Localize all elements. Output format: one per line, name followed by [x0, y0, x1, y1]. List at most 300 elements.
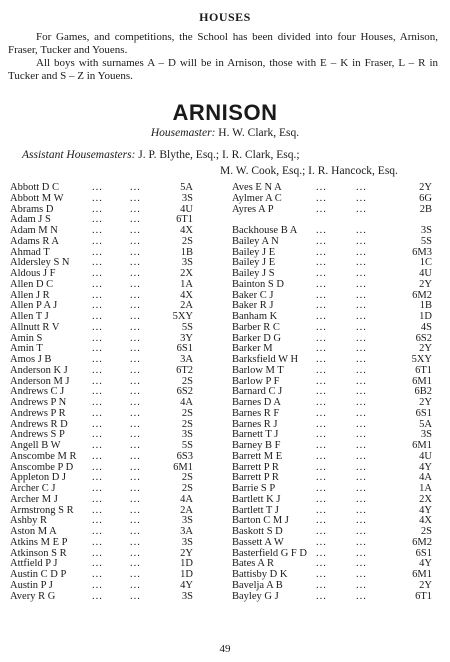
page-number: 49 [219, 643, 231, 655]
form-code: 3S [420, 429, 432, 441]
leader-dots: ... [130, 268, 141, 279]
leader-dots: ... [356, 321, 367, 333]
leader-dots: ... [130, 300, 141, 312]
form-code: 2S [181, 483, 193, 494]
form-code: 4S [420, 321, 432, 333]
leader-dots: ... [130, 461, 141, 473]
leader-dots: ... [92, 483, 103, 494]
student-name: Barnard C J [232, 386, 283, 398]
roster-row [10, 409, 215, 420]
leader-dots: ... [130, 192, 141, 204]
roster-row [232, 323, 436, 334]
leader-dots: ... [130, 225, 141, 236]
form-code: 5S [181, 440, 193, 451]
student-name: Barrett P R [232, 461, 279, 473]
form-code: 2Y [419, 397, 432, 408]
leader-dots: ... [92, 225, 103, 236]
form-code: 4Y [419, 504, 432, 516]
form-code: 1A [419, 483, 432, 494]
student-name: Amin T [10, 343, 43, 355]
intro-paragraph-1: For Games, and competitions, the School has been divided into four Houses, Arnison, Fraser, Tucker and Youens. [8, 31, 438, 56]
form-code: 1C [419, 257, 432, 269]
leader-dots: ... [356, 536, 367, 548]
leader-dots: ... [92, 203, 103, 215]
house-title: ARNISON [172, 100, 278, 125]
form-code: 4U [419, 268, 432, 279]
form-code: 2A [180, 504, 193, 516]
form-code: 3A [180, 354, 193, 365]
student-name: Ayres A P [232, 203, 274, 215]
leader-dots: ... [356, 225, 367, 236]
student-name: Aldersley S N [10, 257, 70, 269]
leader-dots: ... [92, 182, 103, 193]
student-name: Barrett P R [232, 472, 279, 484]
student-name: Andrews C J [10, 386, 65, 398]
leader-dots: ... [356, 235, 367, 247]
form-code: 5XY [172, 311, 193, 322]
form-code: 2S [181, 418, 193, 430]
student-name: Amos J B [10, 354, 52, 365]
form-code: 2S [420, 526, 432, 537]
form-code: 6M1 [412, 569, 432, 580]
leader-dots: ... [92, 493, 103, 505]
leader-dots: ... [92, 504, 103, 516]
leader-dots: ... [316, 579, 327, 591]
leader-dots: ... [356, 569, 367, 580]
form-code: 4A [180, 493, 193, 505]
leader-dots: ... [316, 332, 327, 344]
leader-dots: ... [356, 547, 367, 559]
roster-row [232, 592, 436, 603]
student-name: Adam J S [10, 214, 51, 226]
leader-dots: ... [92, 192, 103, 204]
leader-dots: ... [316, 203, 327, 215]
leader-dots: ... [356, 504, 367, 516]
housemaster-label: Housemaster: [150, 127, 216, 139]
form-code: 2B [419, 203, 432, 215]
student-name: Bayley G J [232, 590, 279, 602]
roster-row [232, 409, 436, 420]
student-name: Anscombe P D [10, 461, 74, 473]
leader-dots: ... [130, 332, 141, 344]
student-name: Aldous J F [10, 268, 56, 279]
assistant-housemasters [22, 147, 442, 179]
form-code: 4A [419, 472, 432, 484]
form-code: 6S2 [176, 386, 193, 398]
leader-dots: ... [92, 235, 103, 247]
leader-dots: ... [130, 504, 141, 516]
leader-dots: ... [130, 590, 141, 602]
leader-dots: ... [92, 257, 103, 269]
form-code: 5XY [411, 354, 432, 365]
leader-dots: ... [316, 418, 327, 430]
student-name: Austin P J [10, 579, 53, 591]
student-name: Barrie S P [232, 483, 276, 494]
leader-dots: ... [356, 364, 367, 376]
leader-dots: ... [92, 590, 103, 602]
leader-dots: ... [92, 418, 103, 430]
student-name: Bavelja A B [232, 579, 283, 591]
form-code: 2Y [419, 278, 432, 290]
student-name: Battisby D K [232, 569, 288, 580]
leader-dots: ... [356, 375, 367, 387]
housemaster [0, 127, 450, 139]
student-name: Baker C J [232, 289, 274, 301]
leader-dots: ... [316, 397, 327, 408]
student-name: Bailey J S [232, 268, 275, 279]
leader-dots: ... [356, 397, 367, 408]
form-code: 4X [180, 289, 193, 301]
leader-dots: ... [316, 192, 327, 204]
form-code: 6M1 [412, 375, 432, 387]
leader-dots: ... [92, 214, 103, 226]
form-code: 4Y [180, 579, 193, 591]
leader-dots: ... [130, 547, 141, 559]
leader-dots: ... [316, 278, 327, 290]
leader-dots: ... [92, 386, 103, 398]
leader-dots: ... [92, 472, 103, 484]
form-code: 1A [180, 278, 193, 290]
student-name: Abbott M W [10, 192, 64, 204]
leader-dots: ... [130, 397, 141, 408]
leader-dots: ... [316, 526, 327, 537]
student-name: Barrett M E [232, 450, 283, 462]
form-code: 2Y [419, 579, 432, 591]
student-name: Bailey A N [232, 235, 279, 247]
leader-dots: ... [356, 407, 367, 419]
leader-dots: ... [316, 321, 327, 333]
leader-dots: ... [130, 386, 141, 398]
form-code: 2Y [180, 547, 193, 559]
form-code: 6M1 [412, 440, 432, 451]
student-name: Basterfield G F D [232, 547, 307, 559]
leader-dots: ... [92, 354, 103, 365]
student-name: Allen D C [10, 278, 54, 290]
leader-dots: ... [130, 472, 141, 484]
leader-dots: ... [356, 278, 367, 290]
form-code: 6T2 [176, 364, 193, 376]
student-name: Archer C J [10, 483, 56, 494]
student-name: Andrews S P [10, 429, 65, 441]
student-name: Andrews P R [10, 407, 66, 419]
leader-dots: ... [316, 235, 327, 247]
roster-row [232, 280, 436, 291]
form-code: 6S1 [415, 407, 432, 419]
form-code: 1D [180, 558, 193, 570]
leader-dots: ... [316, 493, 327, 505]
leader-dots: ... [316, 558, 327, 570]
student-name: Baker R J [232, 300, 274, 312]
roster-row [232, 237, 436, 248]
student-name: Atkinson S R [10, 547, 67, 559]
roster-row [10, 581, 215, 592]
student-name: Bartlett K J [232, 493, 281, 505]
roster-row [10, 538, 215, 549]
leader-dots: ... [130, 536, 141, 548]
leader-dots: ... [130, 526, 141, 537]
form-code: 2S [181, 235, 193, 247]
student-name: Bates A R [232, 558, 275, 570]
form-code: 6S2 [415, 332, 432, 344]
form-code: 6T1 [176, 214, 193, 226]
leader-dots: ... [316, 343, 327, 355]
form-code: 1B [180, 246, 193, 258]
student-name: Ahmad T [10, 246, 50, 258]
roster-row [232, 452, 436, 463]
student-name: Banham K [232, 311, 278, 322]
assistant-line-2: M. W. Cook, Esq.; I. R. Hancock, Esq. [220, 165, 398, 177]
leader-dots: ... [356, 192, 367, 204]
leader-dots: ... [356, 558, 367, 570]
leader-dots: ... [316, 289, 327, 301]
houses-heading: HOUSES [199, 10, 251, 24]
leader-dots: ... [130, 429, 141, 441]
leader-dots: ... [130, 558, 141, 570]
leader-dots: ... [92, 515, 103, 527]
form-code: 6S1 [176, 343, 193, 355]
leader-dots: ... [92, 289, 103, 301]
leader-dots: ... [92, 450, 103, 462]
student-name: Andrews P N [10, 397, 67, 408]
leader-dots: ... [92, 461, 103, 473]
student-name: Barker D G [232, 332, 281, 344]
leader-dots: ... [92, 364, 103, 376]
form-code: 2S [181, 407, 193, 419]
leader-dots: ... [316, 407, 327, 419]
form-code: 4U [419, 450, 432, 462]
student-name: Bassett A W [232, 536, 284, 548]
leader-dots: ... [356, 257, 367, 269]
leader-dots: ... [356, 515, 367, 527]
roster-row [10, 592, 215, 603]
leader-dots: ... [316, 504, 327, 516]
student-name: Barnett T J [232, 429, 279, 441]
leader-dots: ... [92, 375, 103, 387]
student-name: Adam M N [10, 225, 58, 236]
student-name: Anderson M J [10, 375, 70, 387]
leader-dots: ... [316, 354, 327, 365]
leader-dots: ... [130, 321, 141, 333]
leader-dots: ... [92, 278, 103, 290]
leader-dots: ... [92, 569, 103, 580]
leader-dots: ... [356, 461, 367, 473]
form-code: 6S3 [176, 450, 193, 462]
leader-dots: ... [316, 440, 327, 451]
leader-dots: ... [130, 311, 141, 322]
leader-dots: ... [356, 590, 367, 602]
form-code: 3S [181, 515, 193, 527]
leader-dots: ... [130, 354, 141, 365]
student-name: Barnes R J [232, 418, 278, 430]
leader-dots: ... [316, 536, 327, 548]
form-code: 3A [180, 526, 193, 537]
student-name: Armstrong S R [10, 504, 74, 516]
leader-dots: ... [316, 547, 327, 559]
student-name: Anderson K J [10, 364, 68, 376]
leader-dots: ... [356, 246, 367, 258]
leader-dots: ... [130, 515, 141, 527]
student-name: Barber R C [232, 321, 280, 333]
leader-dots: ... [92, 311, 103, 322]
leader-dots: ... [130, 375, 141, 387]
student-name: Austin C D P [10, 569, 67, 580]
leader-dots: ... [316, 364, 327, 376]
roster-row [10, 495, 215, 506]
form-code: 2X [419, 493, 432, 505]
roster-row [10, 323, 215, 334]
leader-dots: ... [130, 343, 141, 355]
student-name: Abbott D C [10, 182, 60, 193]
leader-dots: ... [316, 461, 327, 473]
form-code: 1D [180, 569, 193, 580]
leader-dots: ... [92, 300, 103, 312]
leader-dots: ... [316, 375, 327, 387]
student-name: Allen J R [10, 289, 50, 301]
student-name: Atkins M E P [10, 536, 68, 548]
student-name: Abrams D [10, 203, 54, 215]
leader-dots: ... [356, 268, 367, 279]
leader-dots: ... [356, 418, 367, 430]
student-name: Allen T J [10, 311, 49, 322]
roster-left-column [10, 183, 215, 602]
roster-row [232, 205, 436, 216]
leader-dots: ... [356, 472, 367, 484]
form-code: 6T1 [415, 590, 432, 602]
student-name: Barker M [232, 343, 273, 355]
form-code: 4X [419, 515, 432, 527]
form-code: 5A [419, 418, 432, 430]
form-code: 6S1 [415, 547, 432, 559]
form-code: 6M2 [412, 289, 432, 301]
roster-right-column [232, 183, 436, 602]
student-name: Anscombe M R [10, 450, 77, 462]
leader-dots: ... [316, 225, 327, 236]
leader-dots: ... [92, 429, 103, 441]
form-code: 4U [180, 203, 193, 215]
form-code: 6M3 [412, 246, 432, 258]
student-name: Aston M A [10, 526, 57, 537]
leader-dots: ... [92, 246, 103, 258]
leader-dots: ... [130, 483, 141, 494]
form-code: 3S [181, 429, 193, 441]
leader-dots: ... [356, 440, 367, 451]
student-name: Angell B W [10, 440, 61, 451]
assistant-line-1: J. P. Blythe, Esq.; I. R. Clark, Esq.; [138, 149, 300, 161]
student-name: Aves E N A [232, 182, 282, 193]
roster-row [232, 495, 436, 506]
form-code: 4Y [419, 558, 432, 570]
student-name: Barney B F [232, 440, 281, 451]
intro-paragraph-2: All boys with surnames A – D will be in Arnison, those with E – K in Fraser, L – R in Tucker and S – Z in Youens. [8, 57, 438, 82]
leader-dots: ... [316, 300, 327, 312]
leader-dots: ... [130, 364, 141, 376]
student-name: Bailey J E [232, 257, 276, 269]
leader-dots: ... [92, 268, 103, 279]
leader-dots: ... [130, 278, 141, 290]
leader-dots: ... [356, 300, 367, 312]
form-code: 4X [180, 225, 193, 236]
leader-dots: ... [130, 407, 141, 419]
leader-dots: ... [316, 182, 327, 193]
leader-dots: ... [130, 493, 141, 505]
student-name: Barnes D A [232, 397, 281, 408]
leader-dots: ... [92, 332, 103, 344]
roster-row [10, 237, 215, 248]
form-code: 5S [181, 321, 193, 333]
student-name: Barksfield W H [232, 354, 299, 365]
leader-dots: ... [316, 311, 327, 322]
student-name: Bailey J E [232, 246, 276, 258]
leader-dots: ... [316, 483, 327, 494]
leader-dots: ... [316, 590, 327, 602]
student-name: Avery R G [10, 590, 56, 602]
leader-dots: ... [92, 526, 103, 537]
form-code: 3S [181, 192, 193, 204]
student-name: Amin S [10, 332, 43, 344]
roster-row [10, 194, 215, 205]
form-code: 2S [181, 375, 193, 387]
leader-dots: ... [316, 472, 327, 484]
student-name: Barnes R F [232, 407, 280, 419]
leader-dots: ... [92, 407, 103, 419]
student-name: Aylmer A C [232, 192, 282, 204]
student-name: Allnutt R V [10, 321, 60, 333]
form-code: 3S [420, 225, 432, 236]
roster-row [10, 452, 215, 463]
student-name: Ashby R [10, 515, 48, 527]
form-code: 3S [181, 536, 193, 548]
student-name: Adams R A [10, 235, 60, 247]
leader-dots: ... [356, 289, 367, 301]
leader-dots: ... [92, 397, 103, 408]
leader-dots: ... [130, 418, 141, 430]
housemaster-name: H. W. Clark, Esq. [218, 127, 300, 139]
leader-dots: ... [316, 515, 327, 527]
form-code: 2X [180, 268, 193, 279]
form-code: 2Y [419, 182, 432, 193]
leader-dots: ... [130, 182, 141, 193]
student-name: Barlow M T [232, 364, 284, 376]
roster-row [232, 538, 436, 549]
roster-row [232, 194, 436, 205]
leader-dots: ... [316, 450, 327, 462]
form-code: 6G [419, 192, 432, 204]
form-code: 2A [180, 300, 193, 312]
leader-dots: ... [130, 569, 141, 580]
student-name: Bartlett T J [232, 504, 279, 516]
leader-dots: ... [316, 268, 327, 279]
leader-dots: ... [356, 354, 367, 365]
leader-dots: ... [92, 547, 103, 559]
student-name: Andrews R D [10, 418, 68, 430]
leader-dots: ... [356, 526, 367, 537]
leader-dots: ... [130, 214, 141, 226]
form-code: 5S [420, 235, 432, 247]
leader-dots: ... [92, 558, 103, 570]
form-code: 6M1 [173, 461, 193, 473]
roster-row [10, 280, 215, 291]
leader-dots: ... [92, 343, 103, 355]
leader-dots: ... [356, 493, 367, 505]
form-code: 2S [181, 472, 193, 484]
leader-dots: ... [130, 257, 141, 269]
form-code: 4Y [419, 461, 432, 473]
form-code: 3S [181, 257, 193, 269]
roster-row [232, 581, 436, 592]
leader-dots: ... [130, 246, 141, 258]
leader-dots: ... [356, 483, 367, 494]
leader-dots: ... [130, 235, 141, 247]
